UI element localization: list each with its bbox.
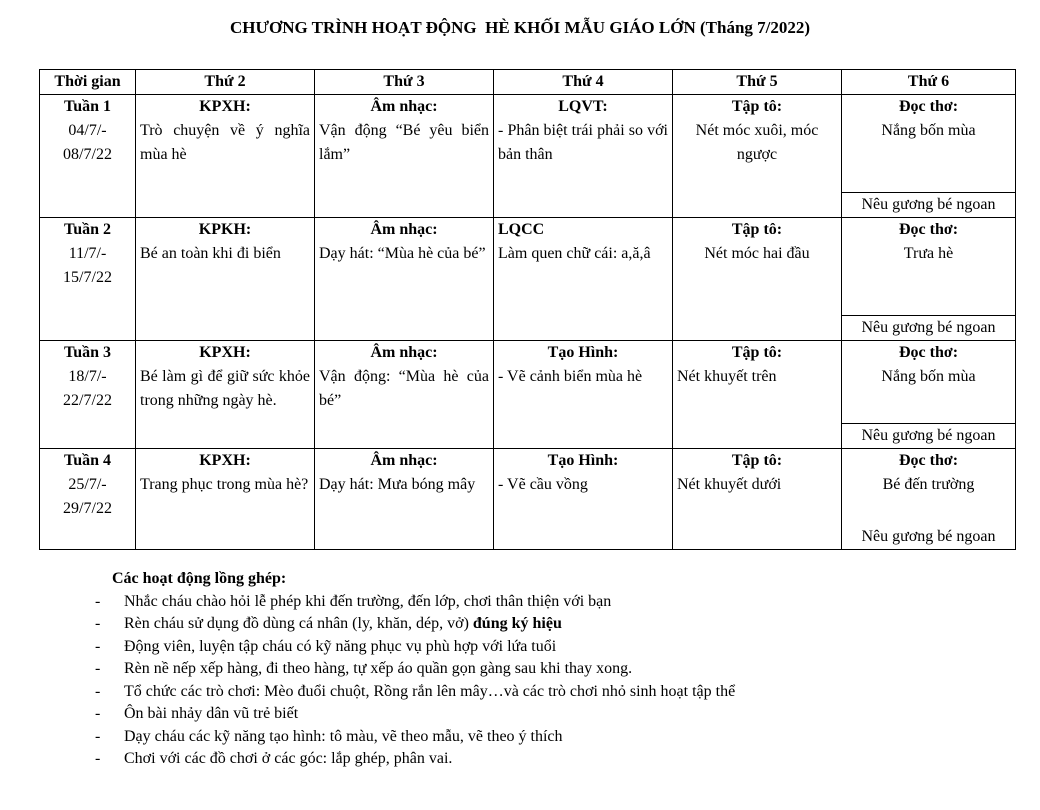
week-cell [40, 95, 136, 218]
mon-activity: Bé làm gì để giữ sức khỏe trong những ngày hè. [140, 368, 310, 409]
fri-cell [842, 449, 1016, 550]
fri-subject: Đọc thơ: [898, 452, 959, 469]
dash-marker: - [95, 592, 101, 610]
mon-subject: KPKH: [198, 221, 252, 238]
wed-cell [494, 341, 673, 449]
wed-cell [494, 449, 673, 550]
wed-subject: Tạo Hình: [547, 344, 619, 361]
week-cell [40, 449, 136, 550]
tue-subject: Âm nhạc: [370, 344, 438, 361]
thu-subject: Tập tô: [731, 98, 783, 115]
notes-heading: Các hoạt động lồng ghép: [112, 570, 287, 587]
tue-cell [315, 218, 494, 341]
thu-cell [673, 449, 842, 550]
week-label: Tuần 1 [64, 98, 111, 115]
week-cell [40, 341, 136, 449]
wed-activity: - Vẽ cầu vồng [498, 476, 588, 493]
fri-subject: Đọc thơ: [898, 344, 959, 361]
fri-cell [842, 218, 1016, 341]
tue-subject: Âm nhạc: [370, 221, 438, 238]
header-tue: Thứ 3 [315, 70, 494, 95]
dash-marker: - [95, 750, 101, 767]
tue-activity: Vận động: “Mùa hè của bé” [319, 368, 489, 409]
week-start-date: 04/7/- [68, 122, 107, 139]
notes-item-text: Rèn cháu sử dụng đồ dùng cá nhân (ly, khăn, dép, vở) [124, 615, 473, 632]
fri-subject: Đọc thơ: [898, 221, 959, 238]
wed-cell [494, 95, 673, 218]
thu-subject: Tập tô: [731, 452, 783, 469]
fri-top [846, 341, 1011, 423]
header-mon: Thứ 2 [136, 70, 315, 95]
mon-cell [136, 218, 315, 341]
fri-top [846, 95, 1011, 192]
notes-item-text: Động viên, luyện tập cháu có kỹ năng phục vụ phù hợp với lứa tuổi [124, 637, 557, 655]
thu-activity: Nét khuyết trên [677, 368, 777, 385]
wed-activity: Làm quen chữ cái: a,ă,â [498, 245, 651, 262]
week-end-date: 29/7/22 [63, 500, 112, 517]
week-end-date: 22/7/22 [63, 392, 112, 409]
notes-item [95, 636, 735, 659]
wed-subject: Tạo Hình: [547, 452, 619, 469]
notes-item-text: Nhắc cháu chào hỏi lễ phép khi đến trường, đến lớp, chơi thân thiện với bạn [124, 592, 612, 610]
fri-note: Nêu gương bé ngoan [842, 192, 1015, 217]
fri-note: Nêu gương bé ngoan [842, 423, 1015, 448]
wed-subject: LQVT: [558, 98, 608, 115]
wed-activity: - Vẽ cảnh biển mùa hè [498, 368, 643, 385]
fri-cell [842, 95, 1016, 218]
fri-top [846, 449, 1011, 525]
week-cell [40, 218, 136, 341]
thu-activity: Nét móc xuôi, móc ngược [695, 122, 819, 163]
week-label: Tuần 2 [64, 221, 111, 238]
notes-item-text: Tổ chức các trò chơi: Mèo đuổi chuột, Rồng rắn lên mây…và các trò chơi nhỏ sinh hoạt tập thể [124, 682, 736, 700]
dash-marker: - [95, 727, 101, 745]
fri-cell [842, 341, 1016, 449]
week-start-date: 11/7/- [68, 245, 107, 262]
fri-activity: Nắng bốn mùa [881, 122, 976, 139]
notes-item [95, 613, 735, 636]
notes-item-text: Rèn nề nếp xếp hàng, đi theo hàng, tự xếp áo quần gọn gàng sau khi thay xong. [124, 660, 633, 677]
fri-note: Nêu gương bé ngoan [842, 315, 1015, 340]
tue-cell [315, 95, 494, 218]
thu-activity: Nét móc hai đầu [704, 245, 810, 262]
fri-activity: Nắng bốn mùa [881, 368, 976, 385]
header-thu: Thứ 5 [673, 70, 842, 95]
notes-item-text: Dạy cháu các kỹ năng tạo hình: tô màu, vẽ theo mẫu, vẽ theo ý thích [124, 727, 563, 745]
fri-cell-content [846, 95, 1011, 217]
fri-cell-content [846, 341, 1011, 448]
dash-marker: - [95, 660, 101, 677]
tue-activity: Dạy hát: “Mùa hè của bé” [319, 245, 486, 262]
header-time: Thời gian [40, 70, 136, 95]
mon-activity: Trang phục trong mùa hè? [140, 476, 309, 493]
notes-item [95, 681, 735, 704]
week-end-date: 08/7/22 [63, 146, 112, 163]
header-wed: Thứ 4 [494, 70, 673, 95]
tue-subject: Âm nhạc: [370, 98, 438, 115]
fri-activity: Bé đến trường [882, 476, 975, 493]
notes-list [95, 591, 735, 771]
mon-cell [136, 95, 315, 218]
wed-cell [494, 218, 673, 341]
mon-activity: Bé an toàn khi đi biển [140, 245, 281, 262]
week-row [40, 341, 1016, 449]
tue-cell [315, 449, 494, 550]
thu-subject: Tập tô: [731, 344, 783, 361]
header-fri: Thứ 6 [842, 70, 1016, 95]
tue-subject: Âm nhạc: [370, 452, 438, 469]
fri-note: Nêu gương bé ngoan [861, 528, 996, 545]
notes-item-emphasis: đúng ký hiệu [472, 615, 562, 632]
notes-item [95, 748, 735, 771]
dash-marker: - [95, 637, 101, 655]
thu-activity: Nét khuyết dưới [677, 476, 782, 493]
week-row [40, 449, 1016, 550]
week-row [40, 95, 1016, 218]
notes-item [95, 591, 735, 614]
header-row [40, 70, 1016, 95]
document-title: CHƯƠNG TRÌNH HOẠT ĐỘNG HÈ KHỐI MẪU GIÁO LỚN (Tháng 7/2022) [229, 18, 811, 37]
mon-cell [136, 341, 315, 449]
notes-item-text: Chơi với các đồ chơi ở các góc: lắp ghép, phân vai. [124, 750, 453, 767]
notes-item [95, 703, 735, 726]
week-label: Tuần 4 [64, 452, 111, 469]
mon-subject: KPXH: [199, 98, 251, 115]
notes-item-text: Ôn bài nhảy dân vũ trẻ biết [124, 705, 299, 722]
week-start-date: 25/7/- [68, 476, 107, 493]
dash-marker: - [95, 682, 101, 700]
tue-activity: Dạy hát: Mưa bóng mây [319, 476, 476, 493]
thu-cell [673, 341, 842, 449]
thu-cell [673, 218, 842, 341]
thu-cell [673, 95, 842, 218]
fri-activity: Trưa hè [903, 245, 954, 262]
mon-subject: KPXH: [199, 452, 251, 469]
dash-marker: - [95, 705, 101, 722]
wed-activity: - Phân biệt trái phải so với bản thân [498, 122, 668, 163]
mon-subject: KPXH: [199, 344, 251, 361]
thu-subject: Tập tô: [731, 221, 783, 238]
fri-top [846, 218, 1011, 315]
wed-subject: LQCC [498, 221, 545, 238]
schedule-table [39, 69, 1016, 550]
notes-item [95, 658, 735, 681]
mon-cell [136, 449, 315, 550]
week-start-date: 18/7/- [68, 368, 107, 385]
week-label: Tuần 3 [64, 344, 111, 361]
week-row [40, 218, 1016, 341]
fri-cell-content [846, 218, 1011, 340]
fri-subject: Đọc thơ: [898, 98, 959, 115]
fri-cell-content [846, 449, 1011, 549]
week-end-date: 15/7/22 [63, 269, 112, 286]
tue-activity: Vận động “Bé yêu biển lắm” [319, 122, 489, 163]
dash-marker: - [95, 615, 101, 632]
integrated-activities [95, 568, 735, 771]
mon-activity: Trò chuyện về ý nghĩa mùa hè [140, 122, 310, 163]
notes-item [95, 726, 735, 749]
tue-cell [315, 341, 494, 449]
